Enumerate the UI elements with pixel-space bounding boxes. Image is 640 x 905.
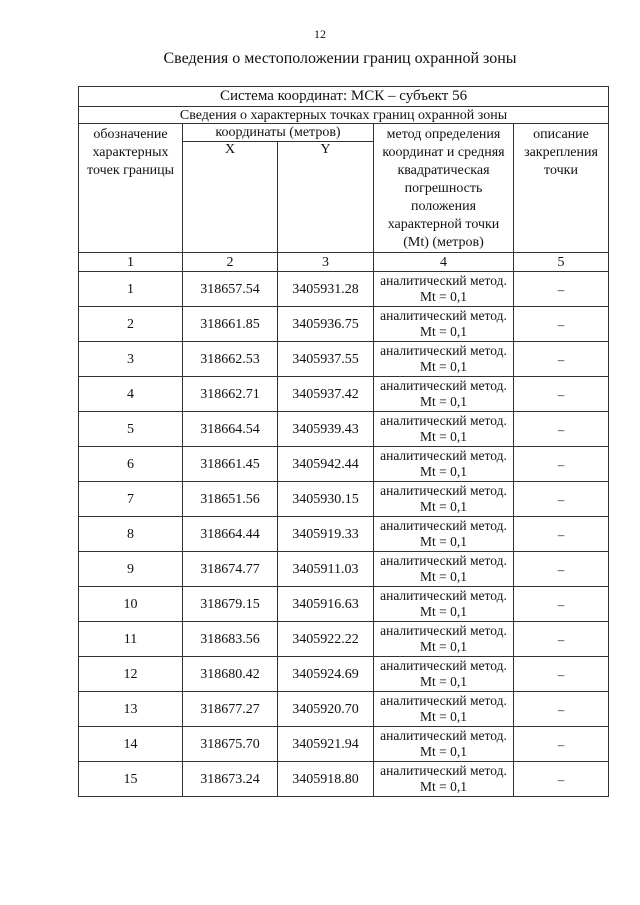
table-row — [79, 272, 609, 307]
header-method: метод определения координат и средняя квадратическая погрешность положения характерной точки (Mt) (метров) — [374, 124, 514, 253]
x-coordinate-cell: 318661.85 — [183, 307, 278, 342]
x-coordinate-cell: 318677.27 — [183, 692, 278, 727]
method-cell: аналитический метод. Mt = 0,1 — [374, 587, 514, 622]
point-number-cell: 10 — [79, 587, 183, 622]
table-row — [79, 517, 609, 552]
x-coordinate-cell: 318674.77 — [183, 552, 278, 587]
method-cell: аналитический метод. Mt = 0,1 — [374, 482, 514, 517]
x-coordinate-cell: 318664.54 — [183, 412, 278, 447]
table-row — [79, 587, 609, 622]
point-number-cell: 6 — [79, 447, 183, 482]
method-cell: аналитический метод. Mt = 0,1 — [374, 517, 514, 552]
fixing-description-cell: – — [514, 377, 609, 412]
y-coordinate-cell: 3405916.63 — [278, 587, 374, 622]
method-cell: аналитический метод. Mt = 0,1 — [374, 377, 514, 412]
page-number: 12 — [314, 27, 326, 41]
fixing-description-cell: – — [514, 727, 609, 762]
fixing-description-cell: – — [514, 447, 609, 482]
y-coordinate-cell: 3405918.80 — [278, 762, 374, 797]
table-row — [79, 412, 609, 447]
x-coordinate-cell: 318664.44 — [183, 517, 278, 552]
x-coordinate-cell: 318662.71 — [183, 377, 278, 412]
point-number-cell: 11 — [79, 622, 183, 657]
table-row — [79, 622, 609, 657]
header-row — [79, 124, 609, 142]
column-index: 2 — [183, 253, 278, 272]
coordinates-table — [78, 86, 609, 797]
method-cell: аналитический метод. Mt = 0,1 — [374, 762, 514, 797]
fixing-description-cell: – — [514, 552, 609, 587]
fixing-description-cell: – — [514, 482, 609, 517]
table-row — [79, 762, 609, 797]
point-number-cell: 5 — [79, 412, 183, 447]
fixing-description-cell: – — [514, 587, 609, 622]
fixing-description-cell: – — [514, 342, 609, 377]
column-index: 1 — [79, 253, 183, 272]
fixing-description-cell: – — [514, 692, 609, 727]
table-row — [79, 377, 609, 412]
method-cell: аналитический метод. Mt = 0,1 — [374, 272, 514, 307]
y-coordinate-cell: 3405942.44 — [278, 447, 374, 482]
system-row — [79, 87, 609, 107]
x-coordinate-cell: 318675.70 — [183, 727, 278, 762]
x-coordinate-cell: 318679.15 — [183, 587, 278, 622]
x-coordinate-cell: 318662.53 — [183, 342, 278, 377]
info-row — [79, 107, 609, 124]
fixing-description-cell: – — [514, 657, 609, 692]
point-number-cell: 3 — [79, 342, 183, 377]
x-coordinate-cell: 318683.56 — [183, 622, 278, 657]
point-number-cell: 4 — [79, 377, 183, 412]
fixing-description-cell: – — [514, 272, 609, 307]
y-coordinate-cell: 3405937.42 — [278, 377, 374, 412]
header-designation: обозначение характерных точек границы — [79, 124, 183, 253]
point-number-cell: 12 — [79, 657, 183, 692]
document-title: Сведения о местоположении границ охранной зоны — [163, 50, 517, 67]
header-description: описание закрепления точки — [514, 124, 609, 253]
method-cell: аналитический метод. Mt = 0,1 — [374, 622, 514, 657]
method-cell: аналитический метод. Mt = 0,1 — [374, 342, 514, 377]
point-number-cell: 13 — [79, 692, 183, 727]
method-cell: аналитический метод. Mt = 0,1 — [374, 552, 514, 587]
table-row — [79, 447, 609, 482]
table-row — [79, 727, 609, 762]
y-coordinate-cell: 3405924.69 — [278, 657, 374, 692]
method-cell: аналитический метод. Mt = 0,1 — [374, 447, 514, 482]
table-row — [79, 552, 609, 587]
y-coordinate-cell: 3405931.28 — [278, 272, 374, 307]
y-coordinate-cell: 3405939.43 — [278, 412, 374, 447]
header-x: X — [183, 142, 278, 253]
coordinate-system-cell: Система координат: МСК – субъект 56 — [79, 87, 609, 107]
points-info-cell: Сведения о характерных точках границ охранной зоны — [79, 107, 609, 124]
table-body — [79, 87, 609, 797]
table-row — [79, 692, 609, 727]
fixing-description-cell: – — [514, 762, 609, 797]
table-row — [79, 657, 609, 692]
method-cell: аналитический метод. Mt = 0,1 — [374, 657, 514, 692]
point-number-cell: 2 — [79, 307, 183, 342]
y-coordinate-cell: 3405919.33 — [278, 517, 374, 552]
table-row — [79, 482, 609, 517]
table-row — [79, 342, 609, 377]
point-number-cell: 1 — [79, 272, 183, 307]
x-coordinate-cell: 318657.54 — [183, 272, 278, 307]
y-coordinate-cell: 3405920.70 — [278, 692, 374, 727]
point-number-cell: 15 — [79, 762, 183, 797]
y-coordinate-cell: 3405936.75 — [278, 307, 374, 342]
y-coordinate-cell: 3405921.94 — [278, 727, 374, 762]
fixing-description-cell: – — [514, 517, 609, 552]
header-coordinates: координаты (метров) — [183, 124, 374, 142]
y-coordinate-cell: 3405911.03 — [278, 552, 374, 587]
point-number-cell: 7 — [79, 482, 183, 517]
y-coordinate-cell: 3405937.55 — [278, 342, 374, 377]
point-number-cell: 14 — [79, 727, 183, 762]
method-cell: аналитический метод. Mt = 0,1 — [374, 412, 514, 447]
method-cell: аналитический метод. Mt = 0,1 — [374, 307, 514, 342]
y-coordinate-cell: 3405922.22 — [278, 622, 374, 657]
column-index: 5 — [514, 253, 609, 272]
x-coordinate-cell: 318651.56 — [183, 482, 278, 517]
fixing-description-cell: – — [514, 307, 609, 342]
y-coordinate-cell: 3405930.15 — [278, 482, 374, 517]
method-cell: аналитический метод. Mt = 0,1 — [374, 692, 514, 727]
table-row — [79, 307, 609, 342]
x-coordinate-cell: 318680.42 — [183, 657, 278, 692]
column-index: 3 — [278, 253, 374, 272]
x-coordinate-cell: 318673.24 — [183, 762, 278, 797]
column-index: 4 — [374, 253, 514, 272]
fixing-description-cell: – — [514, 412, 609, 447]
method-cell: аналитический метод. Mt = 0,1 — [374, 727, 514, 762]
point-number-cell: 9 — [79, 552, 183, 587]
point-number-cell: 8 — [79, 517, 183, 552]
fixing-description-cell: – — [514, 622, 609, 657]
column-index-row — [79, 253, 609, 272]
header-y: Y — [278, 142, 374, 253]
x-coordinate-cell: 318661.45 — [183, 447, 278, 482]
